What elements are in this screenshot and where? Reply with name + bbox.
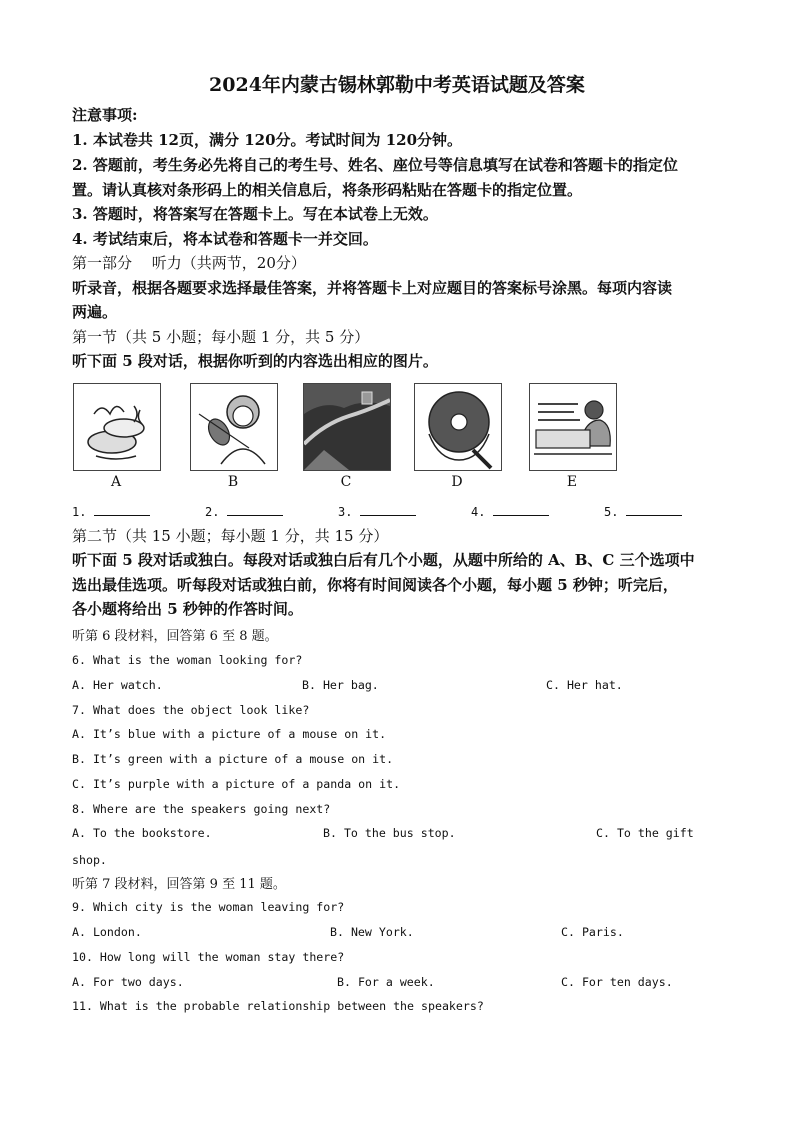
question-8-option-a: A. To the bookstore. [72,826,212,840]
question-8-stem: 8. Where are the speakers going next? [72,802,331,816]
page-title: 2024年内蒙古锡林郭勒中考英语试题及答案 [209,74,585,96]
picture-d-ping-pong [414,383,502,471]
question-8-option-c: C. To the gift [596,826,694,840]
notice-item-2-line1: 2. 答题前，考生务必先将自己的考生号、姓名、座位号等信息填写在试卷和答题卡的指定位 [72,156,678,174]
question-9-stem: 9. Which city is the woman leaving for? [72,900,345,914]
notice-item-2-line2: 置。请认真核对条形码上的相关信息后，将条形码粘贴在答题卡的指定位置。 [72,181,583,199]
picture-b-violin [190,383,278,471]
question-10-option-b: B. For a week. [337,975,435,989]
question-6-option-c: C. Her hat. [546,678,623,692]
question-10-option-c: C. For ten days. [561,975,673,989]
question-8-option-c-continued: shop. [72,853,107,867]
picture-a-label: A [110,474,122,490]
material-6-heading: 听第 6 段材料，回答第 6 至 8 题。 [72,629,278,644]
question-9-option-c: C. Paris. [561,925,624,939]
answer-blank-4[interactable]: 4. [471,503,549,519]
part1-instruction-line1: 听录音，根据各题要求选择最佳答案，并将答题卡上对应题目的答案标号涂黑。每项内容读 [72,279,673,297]
picture-c-great-wall [303,383,391,471]
notice-item-3: 3. 答题时，将答案写在答题卡上。写在本试卷上无效。 [72,205,438,223]
section2-instruction-line2: 选出最佳选项。听每段对话或独白前，你将有时间阅读各个小题，每小题 5 秒钟；听完后， [72,576,678,594]
question-6-stem: 6. What is the woman looking for? [72,653,303,667]
notice-heading: 注意事项: [72,106,138,124]
notice-item-4: 4. 考试结束后，将本试卷和答题卡一并交回。 [72,230,378,248]
picture-b-label: B [227,474,239,490]
picture-e-label: E [566,474,578,490]
question-7-option-a: A. It’s blue with a picture of a mouse on it. [72,727,387,741]
question-11-stem: 11. What is the probable relationship between the speakers? [72,999,484,1013]
answer-blank-1[interactable]: 1. [72,503,150,519]
section2-heading: 第二节（共 15 小题；每小题 1 分，共 15 分） [72,527,389,545]
picture-c-label: C [340,474,352,490]
section2-instruction-line1: 听下面 5 段对话或独白。每段对话或独白后有几个小题，从题中所给的 A、B、C 三个选项中 [72,551,695,569]
question-9-option-a: A. London. [72,925,142,939]
part1-heading: 第一部分 听力（共两节，20分） [72,254,306,272]
notice-item-1: 1. 本试卷共 12页，满分 120分。考试时间为 120分钟。 [72,131,463,149]
question-9-option-b: B. New York. [330,925,414,939]
answer-blank-5[interactable]: 5. [604,503,682,519]
picture-a-vegetables [73,383,161,471]
question-10-option-a: A. For two days. [72,975,184,989]
picture-d-label: D [451,474,463,490]
section1-instruction: 听下面 5 段对话，根据你听到的内容选出相应的图片。 [72,352,438,370]
section2-instruction-line3: 各小题将给出 5 秒钟的作答时间。 [72,600,303,618]
picture-e-cooking [529,383,617,471]
question-7-stem: 7. What does the object look like? [72,703,310,717]
material-7-heading: 听第 7 段材料，回答第 9 至 11 题。 [72,877,286,892]
question-10-stem: 10. How long will the woman stay there? [72,950,345,964]
question-8-option-b: B. To the bus stop. [323,826,456,840]
question-6-option-a: A. Her watch. [72,678,163,692]
section1-heading: 第一节（共 5 小题；每小题 1 分，共 5 分） [72,328,370,346]
answer-blank-2[interactable]: 2. [205,503,283,519]
answer-blank-3[interactable]: 3. [338,503,416,519]
question-7-option-b: B. It’s green with a picture of a mouse on it. [72,752,394,766]
question-7-option-c: C. It’s purple with a picture of a panda on it. [72,777,401,791]
question-6-option-b: B. Her bag. [302,678,379,692]
part1-instruction-line2: 两遍。 [72,303,118,321]
